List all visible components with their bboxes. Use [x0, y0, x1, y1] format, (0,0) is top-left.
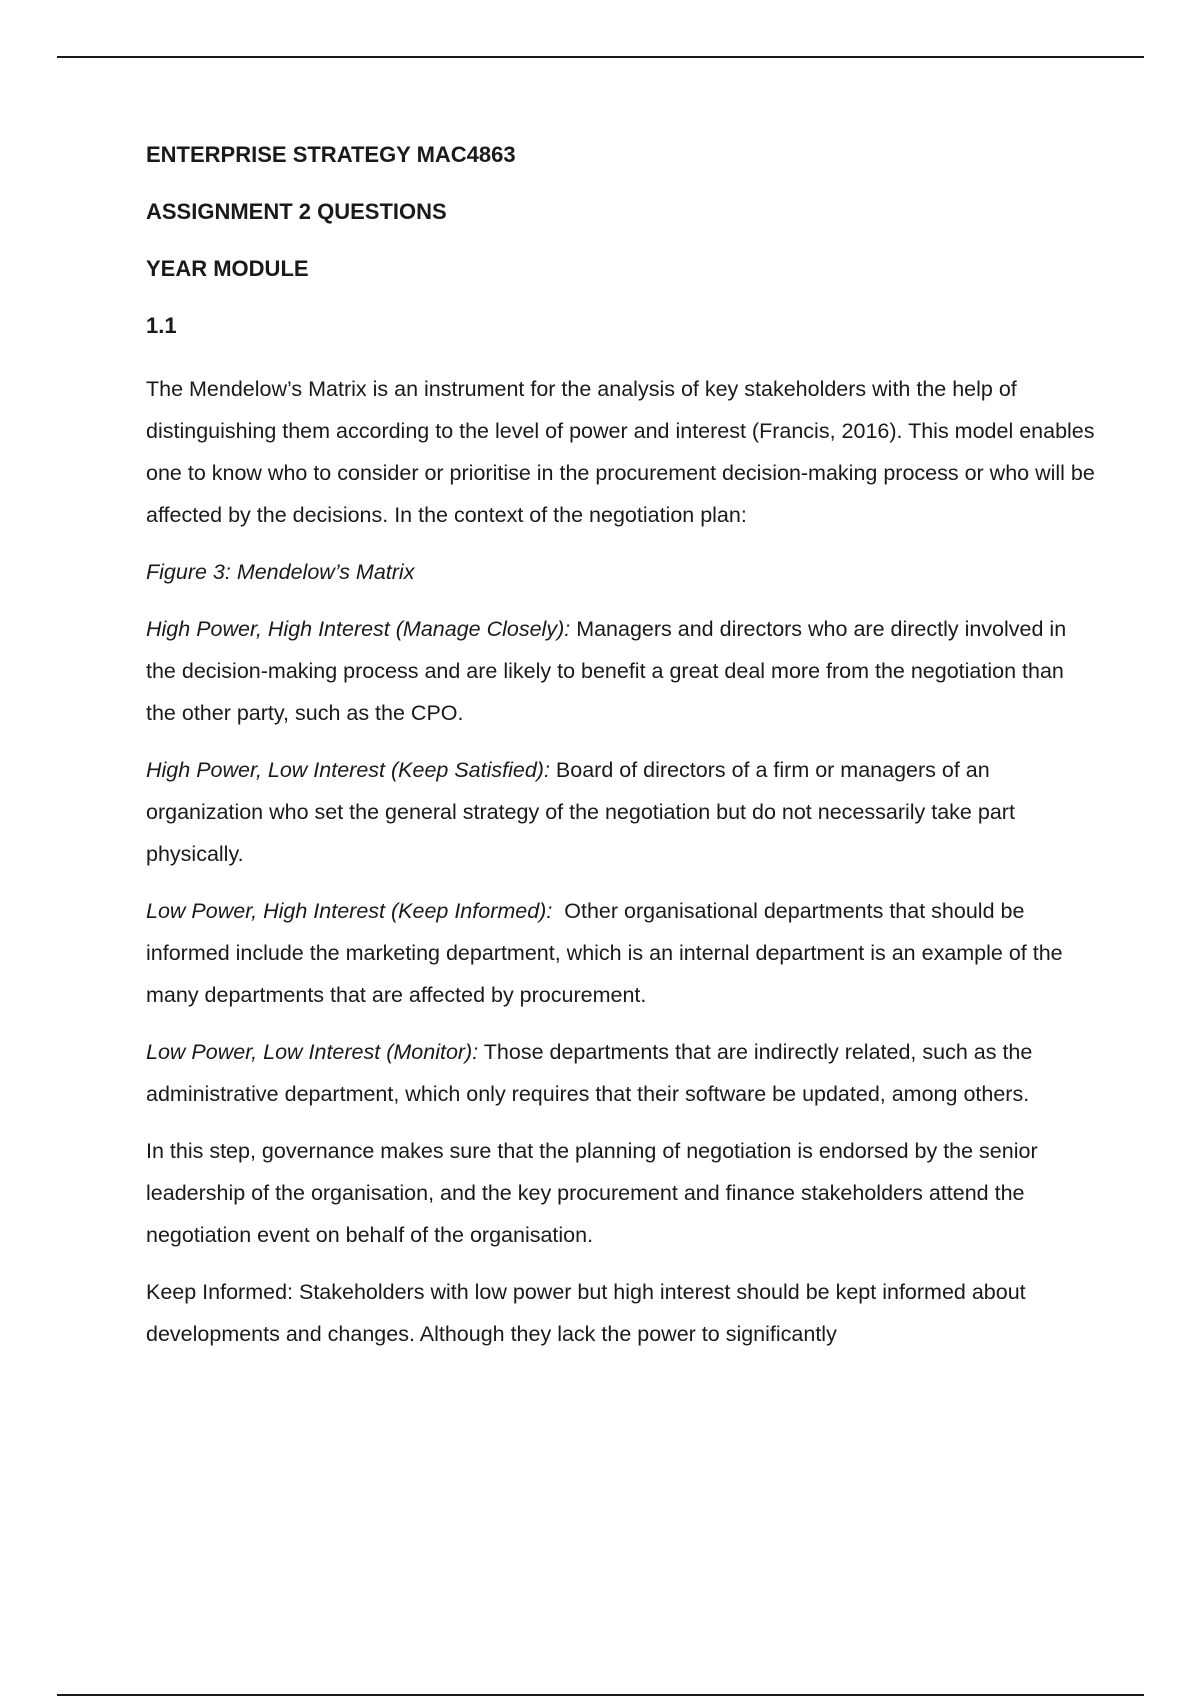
quadrant-keep-satisfied	[146, 749, 1096, 875]
quadrant-text: Managers and directors who are directly involved in the decision-making process and are likely to benefit a great deal more from the negotiation than the other party, such as the CPO.	[146, 617, 1067, 725]
figure-caption: Figure 3: Mendelow’s Matrix	[146, 560, 415, 584]
page-top-rule	[57, 56, 1144, 58]
quadrant-text: Other organisational departments that should be informed include the marketing department, which is an internal department is an example of the many departments that are affected by procurement.	[146, 899, 1069, 1007]
document-body	[146, 140, 1096, 1370]
module-title: YEAR MODULE	[146, 256, 309, 281]
quadrant-monitor	[146, 1031, 1096, 1115]
quadrant-label: High Power, Low Interest (Keep Satisfied):	[146, 758, 550, 782]
quadrant-text: Board of directors of a firm or managers of an organization who set the general strategy of the negotiation but do not necessarily take part physically.	[146, 758, 1015, 866]
intro-paragraph: The Mendelow’s Matrix is an instrument for the analysis of key stakeholders with the help of distinguishing them according to the level of power and interest (Francis, 2016). This model enables one to know who to consider or prioritise in the procurement decision-making process or who will be affected by the decisions. In the context of the negotiation plan:	[146, 377, 1095, 527]
quadrant-label: Low Power, Low Interest (Monitor):	[146, 1040, 479, 1064]
quadrant-label: Low Power, High Interest (Keep Informed):	[146, 899, 553, 923]
quadrant-manage-closely	[146, 608, 1096, 734]
course-title: ENTERPRISE STRATEGY MAC4863	[146, 142, 516, 167]
quadrant-label: High Power, High Interest (Manage Closely):	[146, 617, 571, 641]
keep-informed-paragraph: Keep Informed: Stakeholders with low power but high interest should be kept informed about developments and changes. Although they lack the power to significantly	[146, 1280, 1026, 1346]
section-number: 1.1	[146, 313, 177, 338]
page-bottom-rule	[57, 1694, 1144, 1696]
quadrant-keep-informed	[146, 890, 1096, 1016]
quadrant-text: Those departments that are indirectly related, such as the administrative department, which only requires that their software be updated, among others.	[146, 1040, 1033, 1106]
governance-paragraph: In this step, governance makes sure that the planning of negotiation is endorsed by the senior leadership of the organisation, and the key procurement and finance stakeholders attend the negotiation event on behalf of the organisation.	[146, 1139, 1038, 1247]
assignment-title: ASSIGNMENT 2 QUESTIONS	[146, 199, 447, 224]
